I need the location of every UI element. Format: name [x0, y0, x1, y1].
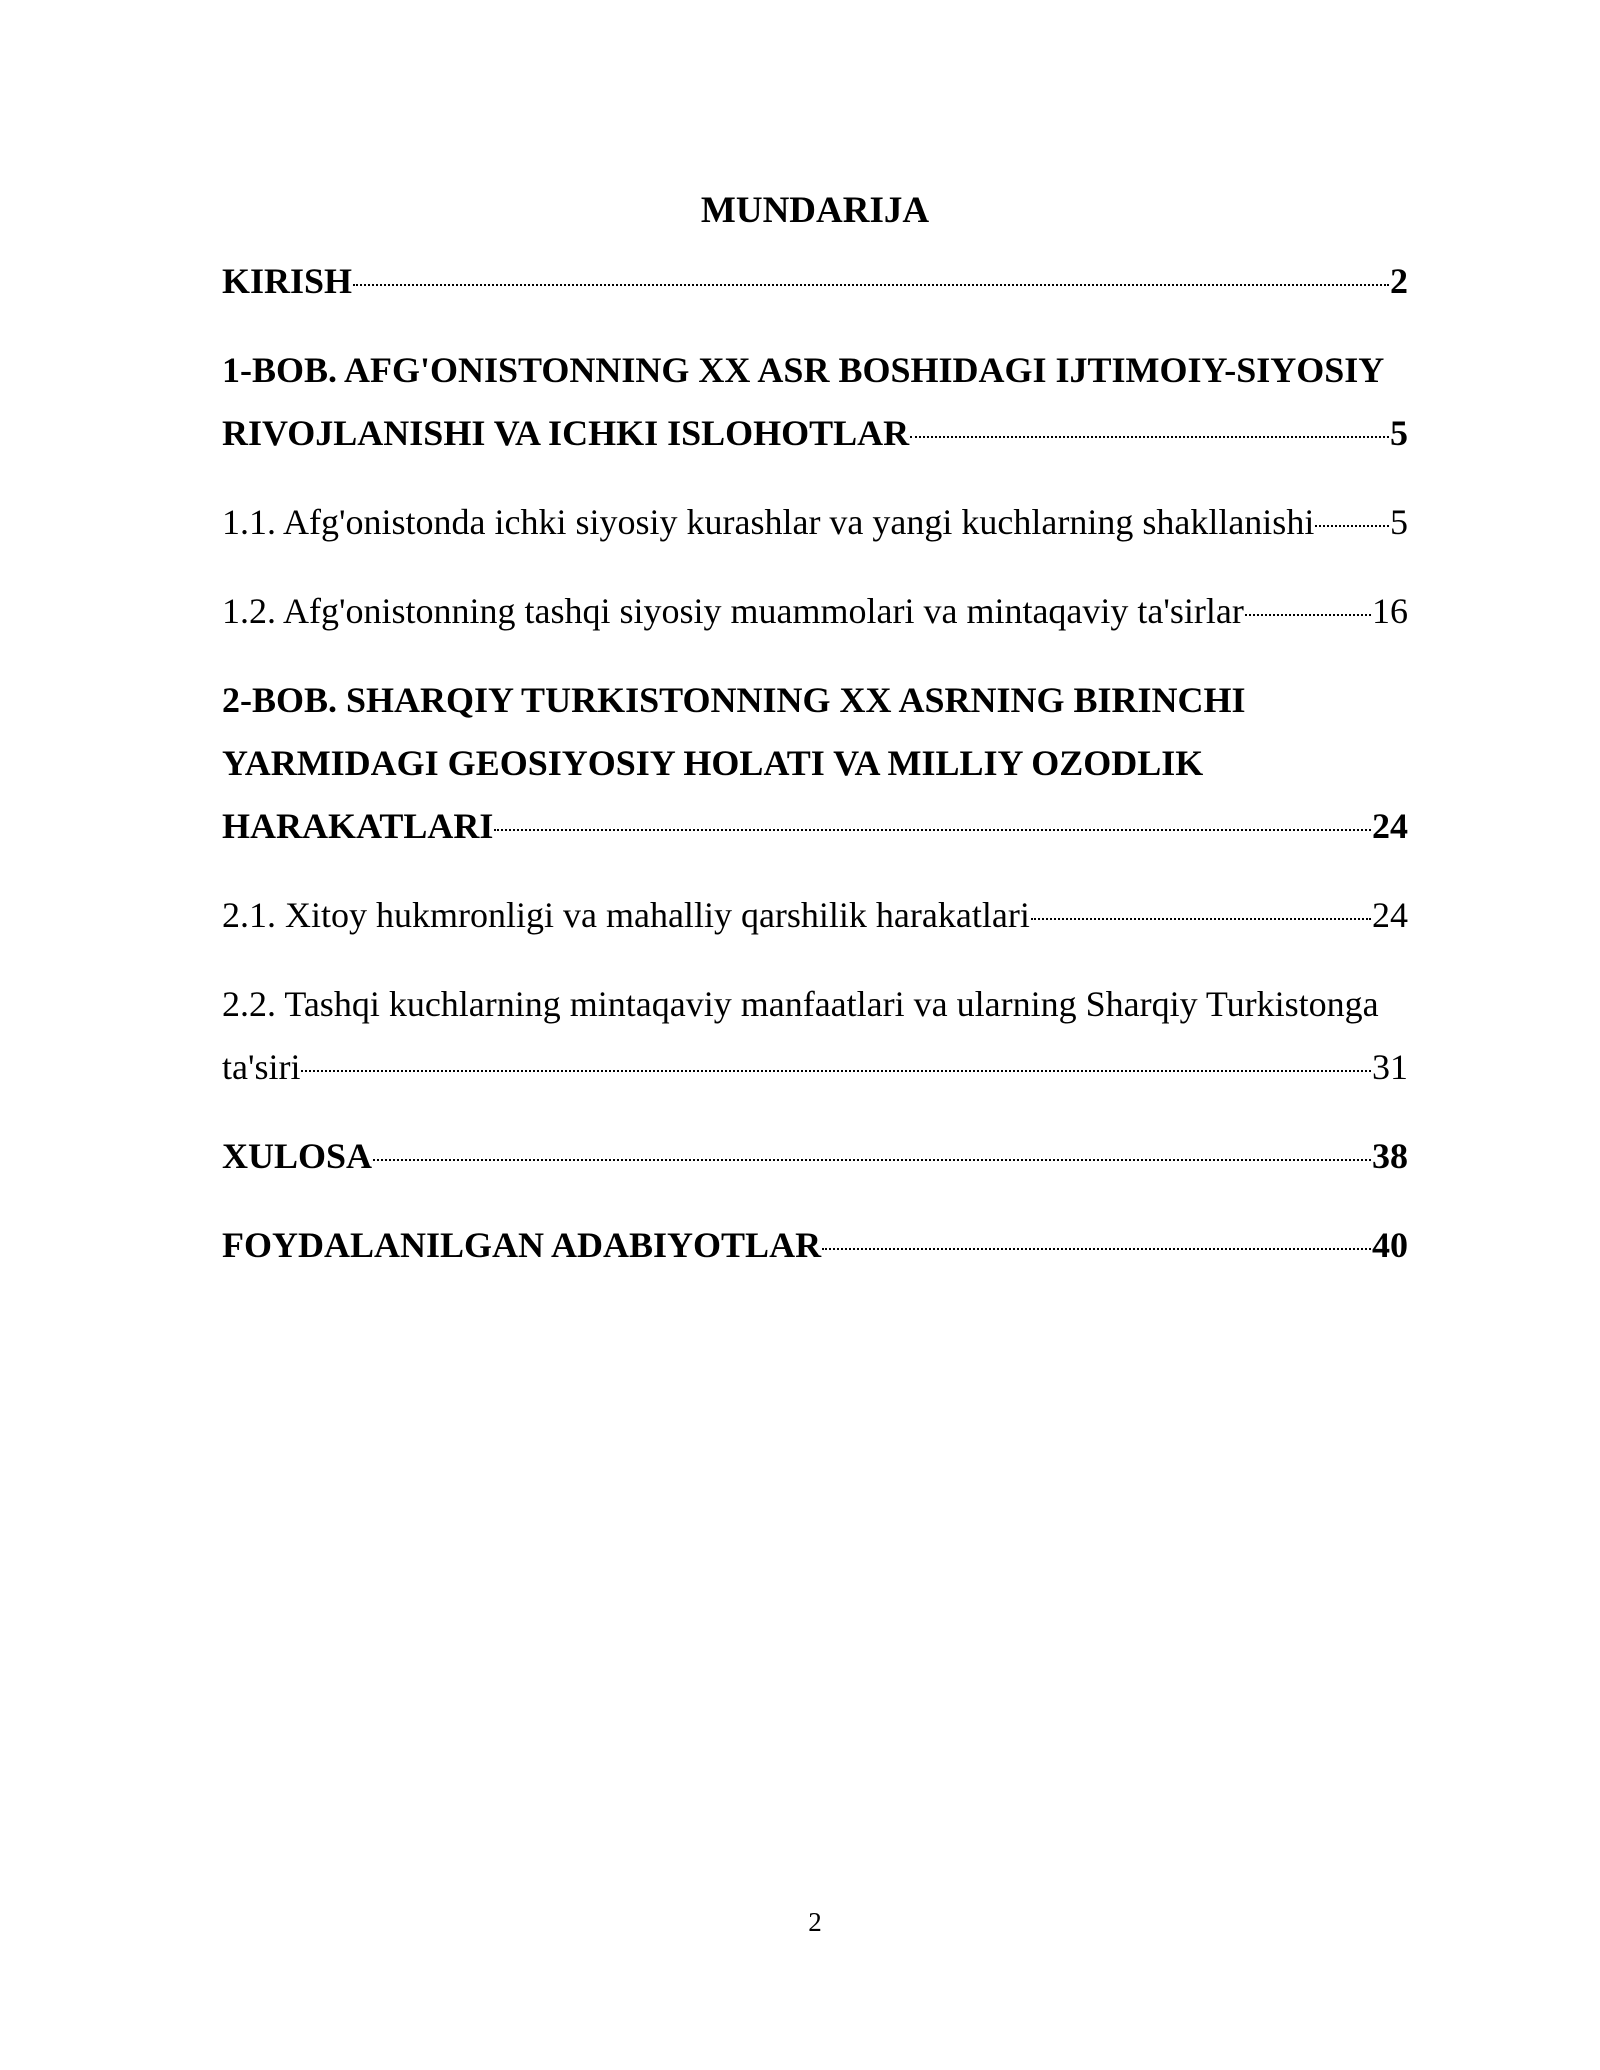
toc-entry-title-line-1: 2-BOB. SHARQIY TURKISTONNING XX ASRNING BIRINCHI	[222, 680, 1246, 720]
toc-entry-section-1-2[interactable]	[222, 580, 1408, 643]
dot-leader	[1031, 916, 1371, 920]
toc-entry-title-line-1: 1-BOB. AFG'ONISTONNING XX ASR BOSHIDAGI IJTIMOIY-SIYOSIY	[222, 350, 1385, 390]
toc-entry-title-line-1: 2.2. Tashqi kuchlarning mintaqaviy manfaatlari va ularning Sharqiy Turkistonga	[222, 984, 1379, 1024]
toc-entry-title: FOYDALANILGAN ADABIYOTLAR	[222, 1225, 822, 1265]
dot-leader	[373, 1157, 1371, 1161]
toc-entry-title: KIRISH	[222, 261, 353, 301]
dot-leader	[1245, 612, 1371, 616]
toc-entry-page: 5	[1390, 502, 1408, 542]
toc-entry-title: XULOSA	[222, 1136, 373, 1176]
toc-entry-page: 24	[1372, 806, 1408, 846]
toc-entry-kirish[interactable]	[222, 250, 1408, 313]
toc-entry-title-line-3: HARAKATLARI	[222, 806, 494, 846]
toc-entry-title: 2.1. Xitoy hukmronligi va mahalliy qarshilik harakatlari	[222, 895, 1030, 935]
toc-entry-section-1-1[interactable]	[222, 491, 1408, 554]
toc-entry-page: 24	[1372, 895, 1408, 935]
toc-entry-chapter-2[interactable]	[222, 669, 1408, 858]
toc-entry-page: 16	[1372, 591, 1408, 631]
toc-entry-xulosa[interactable]	[222, 1125, 1408, 1188]
toc-entry-title: 1.2. Afg'onistonning tashqi siyosiy muammolari va mintaqaviy ta'sirlar	[222, 591, 1244, 631]
toc-entry-title-line-2: ta'siri	[222, 1047, 301, 1087]
toc-entry-page: 2	[1390, 261, 1408, 301]
toc-entry-title-line-2: YARMIDAGI GEOSIYOSIY HOLATI VA MILLIY OZODLIK	[222, 743, 1204, 783]
dot-leader	[910, 434, 1389, 438]
toc-entry-section-2-1[interactable]	[222, 884, 1408, 947]
toc-entry-page: 31	[1372, 1047, 1408, 1087]
toc-entry-bibliography[interactable]	[222, 1214, 1408, 1277]
toc-entry-section-2-2[interactable]	[222, 973, 1408, 1099]
toc-entry-title: 1.1. Afg'onistonda ichki siyosiy kurashlar va yangi kuchlarning shakllanishi	[222, 502, 1315, 542]
toc-title: MUNDARIJA	[700, 190, 930, 231]
dot-leader	[1315, 523, 1389, 527]
dot-leader	[822, 1246, 1371, 1250]
toc-entry-chapter-1[interactable]	[222, 339, 1408, 465]
toc-entry-page: 38	[1372, 1136, 1408, 1176]
page-footer	[222, 1906, 1408, 1938]
dot-leader	[494, 827, 1371, 831]
dot-leader	[301, 1068, 1371, 1072]
toc-entry-page: 40	[1372, 1225, 1408, 1265]
dot-leader	[353, 282, 1389, 286]
toc-title-container	[222, 188, 1408, 234]
page-number: 2	[808, 1907, 822, 1937]
toc-entry-page: 5	[1390, 413, 1408, 453]
toc-entry-title-line-2: RIVOJLANISHI VA ICHKI ISLOHOTLAR	[222, 413, 910, 453]
